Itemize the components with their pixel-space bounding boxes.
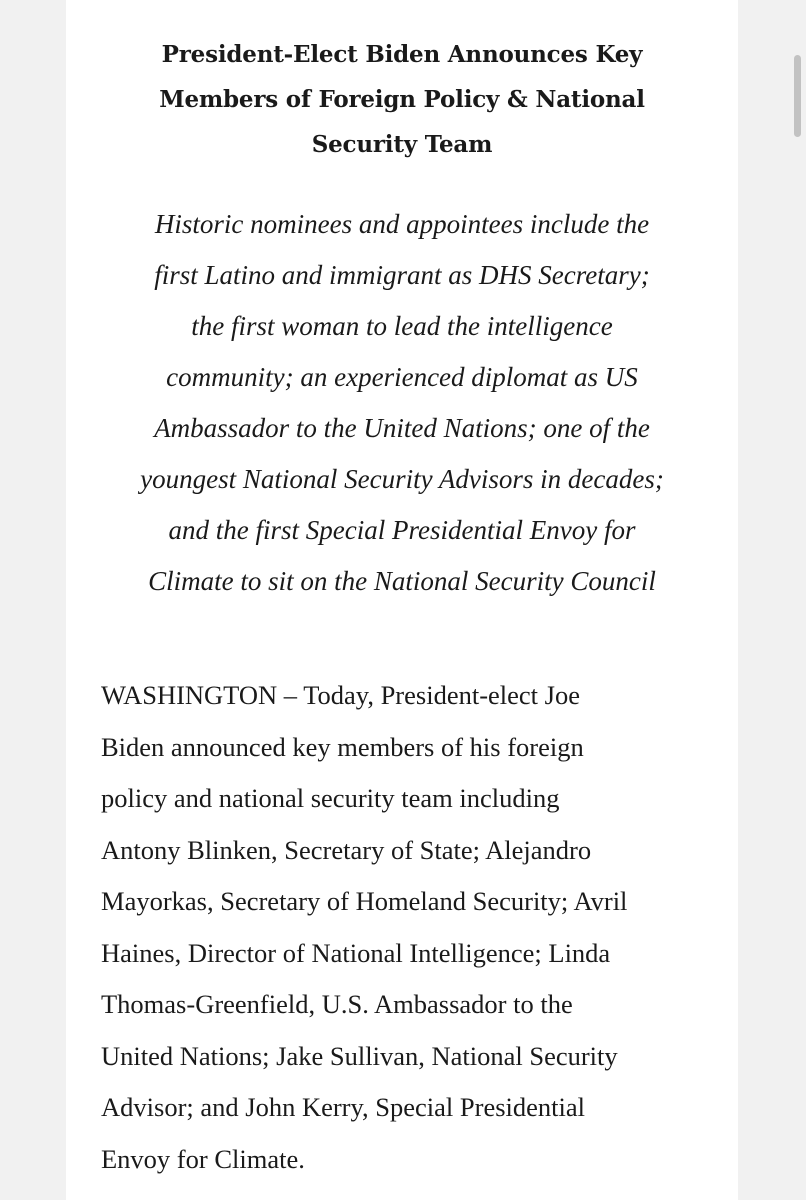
subtitle-line: Ambassador to the United Nations; one of the (154, 413, 650, 443)
body-line: WASHINGTON – Today, President-elect Joe (101, 680, 580, 710)
document-page (66, 0, 738, 1200)
body-line: Envoy for Climate. (101, 1143, 305, 1174)
subtitle-line: Historic nominees and appointees include the (154, 209, 650, 239)
body-line: Biden announced key members of his foreign (101, 731, 584, 762)
body-line: Thomas-Greenfield, U.S. Ambassador to the (101, 989, 573, 1019)
article-title (66, 32, 738, 167)
article-body-paragraph (101, 670, 721, 1185)
body-line: Antony Blinken, Secretary of State; Alejandro (101, 834, 592, 865)
body-line: Haines, Director of National Intelligence; Linda (101, 937, 611, 968)
title-line: Security Team (311, 131, 493, 158)
subtitle-line: community; an experienced diplomat as US (166, 362, 638, 392)
title-line: Members of Foreign Policy & National (159, 86, 645, 113)
subtitle-line: youngest National Security Advisors in decades; (140, 464, 664, 494)
body-line: policy and national security team including (101, 783, 560, 813)
title-line: President-Elect Biden Announces Key (161, 41, 643, 68)
body-line: Mayorkas, Secretary of Homeland Security; Avril (101, 886, 628, 916)
body-line: United Nations; Jake Sullivan, National Security (101, 1040, 618, 1071)
article-subtitle (90, 199, 714, 607)
vertical-scrollbar-thumb[interactable] (794, 55, 801, 137)
body-line: Advisor; and John Kerry, Special Presidential (101, 1092, 586, 1122)
subtitle-line: Climate to sit on the National Security Council (148, 566, 656, 596)
subtitle-line: and the first Special Presidential Envoy for (168, 515, 636, 545)
subtitle-line: first Latino and immigrant as DHS Secretary; (154, 260, 650, 290)
subtitle-line: the first woman to lead the intelligence (191, 311, 613, 341)
